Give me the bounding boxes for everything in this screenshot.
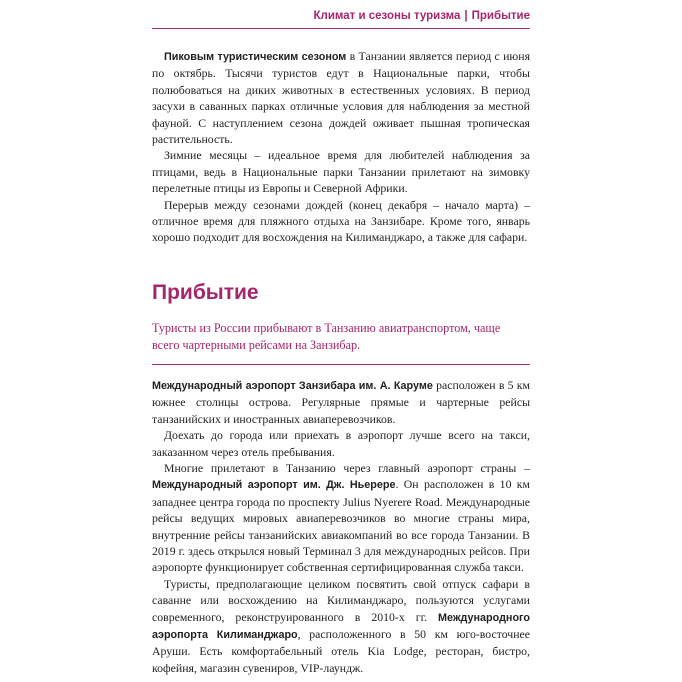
- running-head-separator: |: [464, 10, 468, 22]
- kilimanjaro-text: , расположенного в 50 км юго-восточнее Аруши. Есть комфортабельный отель Kia Lodge, ресторан, бистро, кофейня, магазин сувениров, VIP-лаундж.: [152, 626, 531, 675]
- arrival-paragraph-kilimanjaro: [152, 576, 530, 676]
- peak-season-term: Пиковым туристическим сезоном: [164, 51, 347, 63]
- arrival-paragraph-taxi: Доехать до города или приехать в аэропорт лучше всего на такси, заказанном через отель пребывания.: [152, 428, 530, 459]
- arrival-lead: Туристы из России прибывают в Танзанию авиатранспортом, чаще всего чартерными рейсами на Занзибар.: [152, 320, 530, 365]
- nyerere-intro: Многие прилетают в Танзанию через главный аэропорт страны –: [164, 460, 530, 475]
- arrival-paragraph-nyerere: [152, 460, 530, 576]
- climate-paragraph-break: Перерыв между сезонами дождей (конец декабря – начало марта) – отличное время для пляжного отдыха на Занзибаре. Кроме того, январь хорошо подходит для восхождения на Килиманджаро, а также для сафари.: [152, 197, 530, 245]
- climate-paragraph-peak: [152, 48, 530, 147]
- running-head: [152, 10, 530, 29]
- zanzibar-airport-text: расположен в 5 км южнее столицы острова. Регулярные прямые и чартерные рейсы танзанийских и иностранных авиаперевозчиков.: [152, 377, 530, 426]
- peak-season-text: в Танзании является период с июня по октябрь. Тысячи туристов едут в Национальные парки, чтобы полюбоваться на диких животных в естественных условиях. В период засухи в саванных парках отличные условия для наблюдения за местной фауной. С наступлением сезона дождей оживает пышная тропическая растительность.: [152, 49, 530, 147]
- kilimanjaro-airport-name: Международного аэропорта Килиманджаро: [152, 611, 530, 641]
- section-title-arrival: Прибытие: [152, 280, 259, 304]
- arrival-paragraph-zanzibar: [152, 377, 530, 427]
- nyerere-airport-name: Международный аэропорт им. Дж. Ньерере: [152, 479, 396, 492]
- running-head-chapter: Прибытие: [471, 10, 530, 22]
- kilimanjaro-intro: Туристы, предполагающие целиком посвятить свой отпуск сафари в саванне или восхождению на Килиманджаро, пользуются услугами современного, реконструированного в 2010-х гг.: [152, 576, 530, 624]
- running-head-section: Климат и сезоны туризма: [313, 10, 461, 22]
- climate-paragraph-winter: Зимние месяцы – идеальное время для любителей наблюдения за птицами, ведь в Национальные парки Танзании прилетают на зимовку перелетные птицы из Европы и Северной Африки.: [152, 148, 530, 196]
- page-body: [152, 48, 530, 676]
- zanzibar-airport-name: Международный аэропорт Занзибара им. А. Каруме: [152, 379, 433, 392]
- nyerere-text: . Он расположен в 10 км западнее центра города по проспекту Julius Nyerere Road. Международные рейсы ведущих мировых авиаперевозчиков во многие страны мира, внутренние рейсы танзанийских авиакомпаний во все города Танзании. В 2019 г. здесь открылся новый Терминал 3 для международных рейсов. При аэропорте функционирует собственная сертифицированная служба такси.: [152, 477, 530, 575]
